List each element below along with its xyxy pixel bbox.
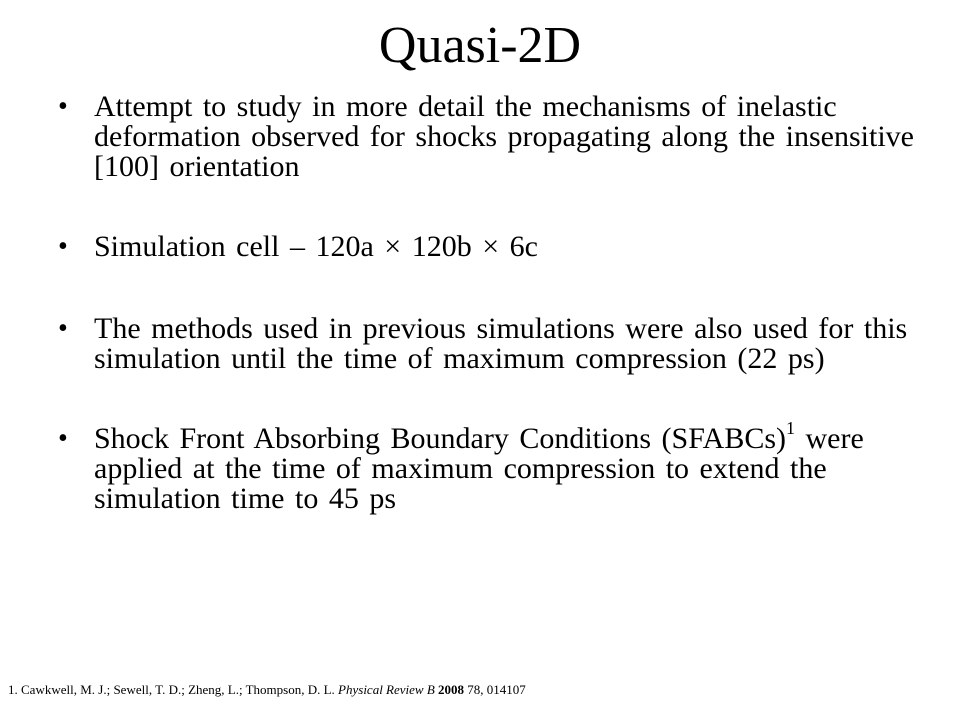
bullet-text: The methods used in previous simulations were also used for this simulation until the time of maximum compression (22 ps) xyxy=(94,312,908,375)
footnote-year: 2008 xyxy=(438,682,465,697)
bullet-marker: • xyxy=(58,231,68,262)
bullet-list xyxy=(58,84,918,514)
bullet-marker: • xyxy=(58,423,68,454)
footnote-journal: Physical Review B xyxy=(338,682,435,697)
bullet-item-methods xyxy=(58,314,918,374)
footnote-citation xyxy=(8,682,526,698)
bullet-item-sfabcs xyxy=(58,418,918,515)
bullet-text-after: were applied at the time of maximum compression to extend the simulation time to 45 ps xyxy=(94,422,864,515)
bullet-marker: • xyxy=(58,313,68,344)
bullet-item-study-mechanisms xyxy=(58,92,918,182)
bullet-item-simulation-cell xyxy=(58,232,918,262)
footnote-authors: Cawkwell, M. J.; Sewell, T. D.; Zheng, L.; Thompson, D. L. xyxy=(21,682,335,697)
bullet-marker: • xyxy=(58,91,68,122)
slide-title: Quasi-2D xyxy=(378,17,582,74)
footnote-reference: 1 xyxy=(786,418,796,438)
bullet-text: Attempt to study in more detail the mechanisms of inelastic deformation observed for shocks propagating along the insensitive [100] orientation xyxy=(94,90,914,183)
footnote-number: 1. xyxy=(8,682,18,697)
bullet-text-before: Shock Front Absorbing Boundary Conditions (SFABCs) xyxy=(94,422,787,455)
footnote-volume-pages: 78, 014107 xyxy=(467,682,526,697)
bullet-text: Simulation cell – 120a × 120b × 6c xyxy=(94,230,538,263)
